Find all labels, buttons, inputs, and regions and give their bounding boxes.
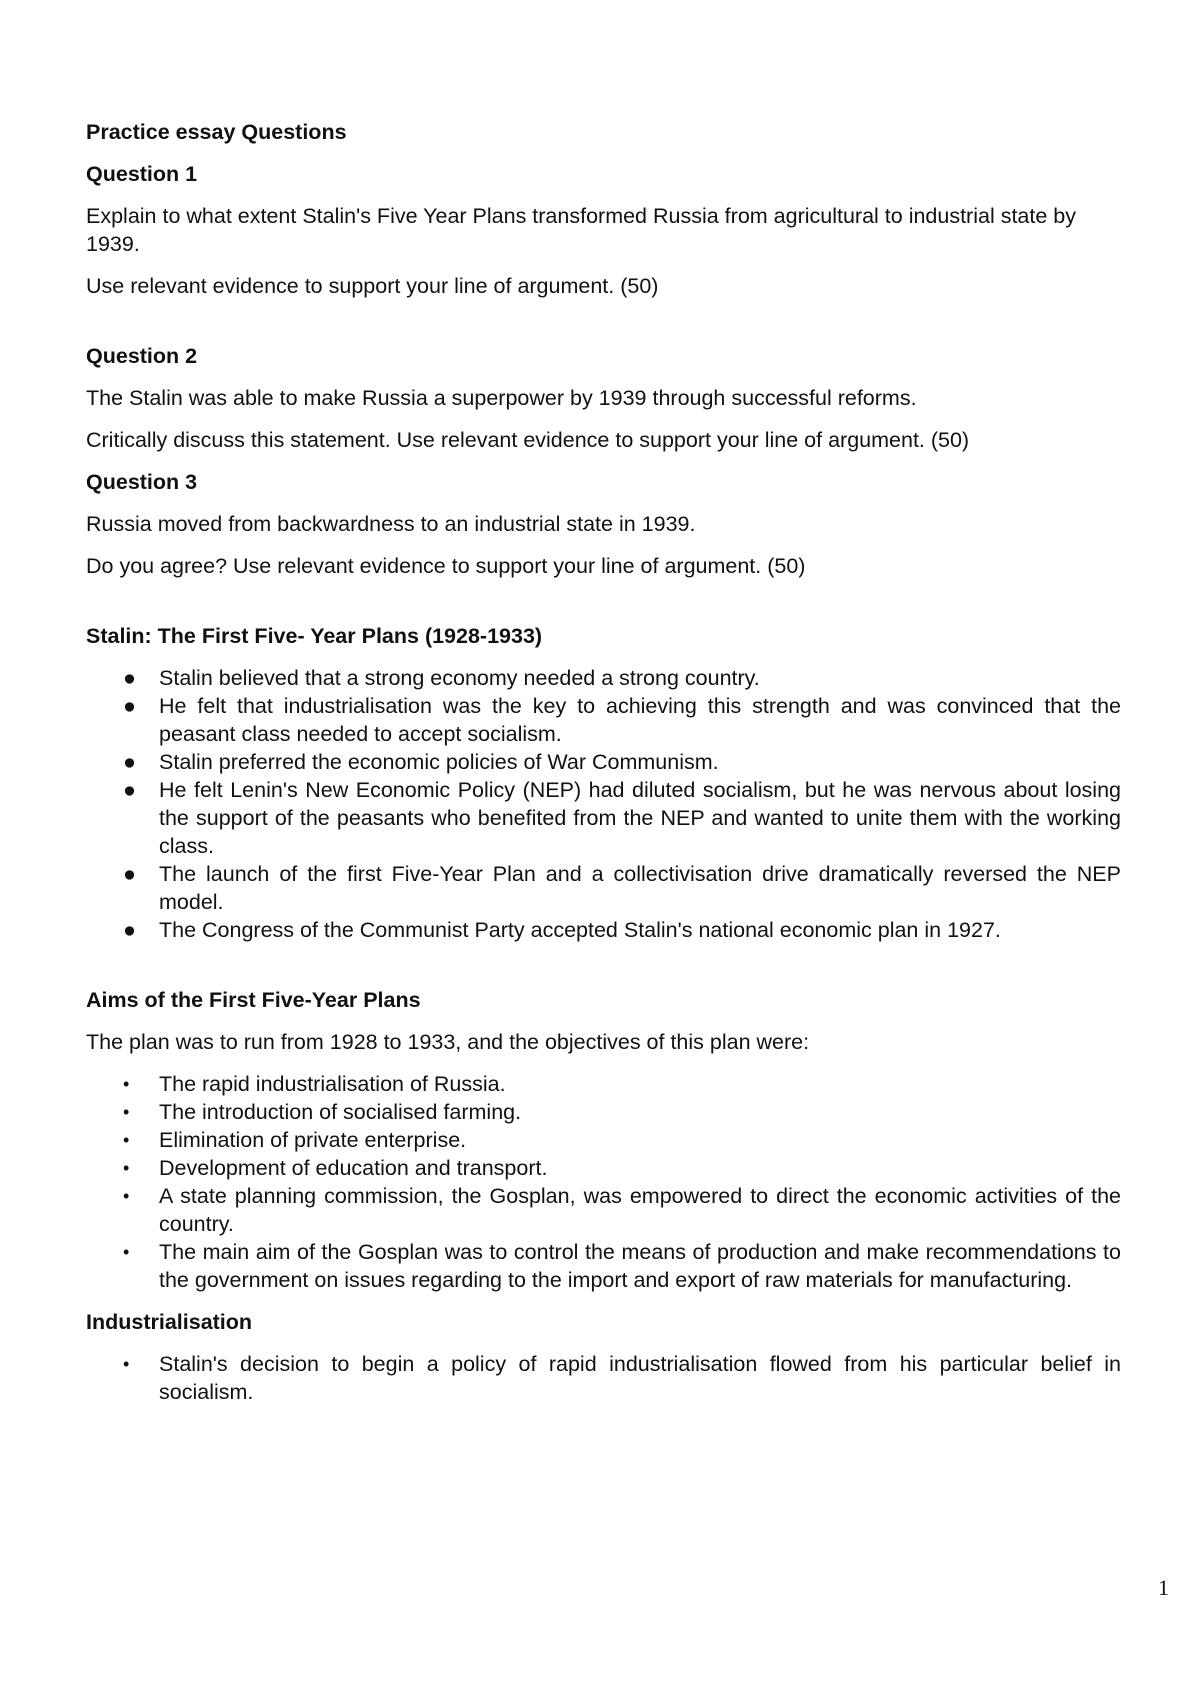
list-item-text: The Congress of the Communist Party accepted Stalin's national economic plan in 1927. [159, 918, 1001, 942]
bullet-icon: ● [123, 862, 136, 886]
bullet-list [86, 1070, 1121, 1294]
list-item [86, 748, 1121, 776]
spacer [86, 958, 1121, 986]
question-heading: Question 3 [86, 470, 198, 494]
list-item-text: A state planning commission, the Gosplan, was empowered to direct the economic activities of the country. [159, 1184, 1121, 1236]
question-text: Russia moved from backwardness to an industrial state in 1939. [86, 512, 696, 536]
list-item [86, 1154, 1121, 1182]
section-first-five-year-plans [86, 622, 1121, 944]
bullet-icon: • [123, 1074, 130, 1094]
question-1 [86, 160, 1121, 300]
bullet-list [86, 1350, 1121, 1406]
list-item-text: Elimination of private enterprise. [159, 1128, 467, 1152]
list-item [86, 1182, 1121, 1238]
list-item-text: Stalin's decision to begin a policy of rapid industrialisation flowed from his particular belief in socialism. [159, 1352, 1121, 1404]
list-item-text: He felt that industrialisation was the key to achieving this strength and was convinced that the peasant class needed to accept socialism. [159, 694, 1121, 746]
bullet-icon: ● [123, 918, 136, 942]
spacer [86, 314, 1121, 342]
section-intro: The plan was to run from 1928 to 1933, and the objectives of this plan were: [86, 1030, 810, 1054]
list-item-text: Development of education and transport. [159, 1156, 548, 1180]
question-instruction: Use relevant evidence to support your line of argument. (50) [86, 274, 659, 298]
list-item-text: Stalin believed that a strong economy needed a strong country. [159, 666, 760, 690]
question-instruction: Critically discuss this statement. Use relevant evidence to support your line of argument. (50) [86, 428, 970, 452]
question-3 [86, 468, 1121, 580]
bullet-icon: • [123, 1242, 130, 1262]
bullet-icon: • [123, 1158, 130, 1178]
question-instruction: Do you agree? Use relevant evidence to support your line of argument. (50) [86, 554, 806, 578]
list-item-text: The main aim of the Gosplan was to control the means of production and make recommendations to the government on issues regarding to the import and export of raw materials for manufacturing. [159, 1240, 1121, 1292]
question-heading: Question 1 [86, 162, 198, 186]
question-text: Explain to what extent Stalin's Five Year Plans transformed Russia from agricultural to industrial state by 1939. [86, 204, 1076, 256]
section-industrialisation [86, 1308, 1121, 1406]
list-item [86, 1238, 1121, 1294]
list-item [86, 1070, 1121, 1098]
list-item-text: The launch of the first Five-Year Plan and a collectivisation drive dramatically reversed the NEP model. [159, 862, 1121, 914]
bullet-icon: ● [123, 778, 136, 802]
bullet-icon: • [123, 1130, 130, 1150]
list-item-text: He felt Lenin's New Economic Policy (NEP) had diluted socialism, but he was nervous about losing the support of the peasants who benefited from the NEP and wanted to unite them with the working class. [159, 778, 1121, 858]
list-item [86, 664, 1121, 692]
list-item [86, 1098, 1121, 1126]
bullet-icon: • [123, 1102, 130, 1122]
section-aims [86, 986, 1121, 1294]
list-item-text: Stalin preferred the economic policies of War Communism. [159, 750, 719, 774]
list-item [86, 692, 1121, 748]
list-item [86, 776, 1121, 860]
section-heading: Stalin: The First Five- Year Plans (1928-1933) [86, 624, 543, 648]
section-heading: Industrialisation [86, 1310, 253, 1334]
list-item-text: The introduction of socialised farming. [159, 1100, 522, 1124]
list-item [86, 860, 1121, 916]
bullet-icon: ● [123, 750, 136, 774]
question-heading: Question 2 [86, 344, 198, 368]
list-item [86, 1126, 1121, 1154]
question-text: The Stalin was able to make Russia a superpower by 1939 through successful reforms. [86, 386, 917, 410]
list-item-text: The rapid industrialisation of Russia. [159, 1072, 506, 1096]
bullet-icon: ● [123, 694, 136, 718]
document-title: Practice essay Questions [86, 120, 347, 144]
spacer [86, 594, 1121, 622]
bullet-icon: • [123, 1354, 130, 1374]
question-2 [86, 342, 1121, 454]
bullet-icon: ● [123, 666, 136, 690]
bullet-icon: • [123, 1186, 130, 1206]
list-item [86, 916, 1121, 944]
document-body [86, 118, 1121, 1420]
list-item [86, 1350, 1121, 1406]
bullet-list [86, 664, 1121, 944]
section-heading: Aims of the First Five-Year Plans [86, 988, 421, 1012]
page-number: 1 [1158, 1575, 1169, 1600]
